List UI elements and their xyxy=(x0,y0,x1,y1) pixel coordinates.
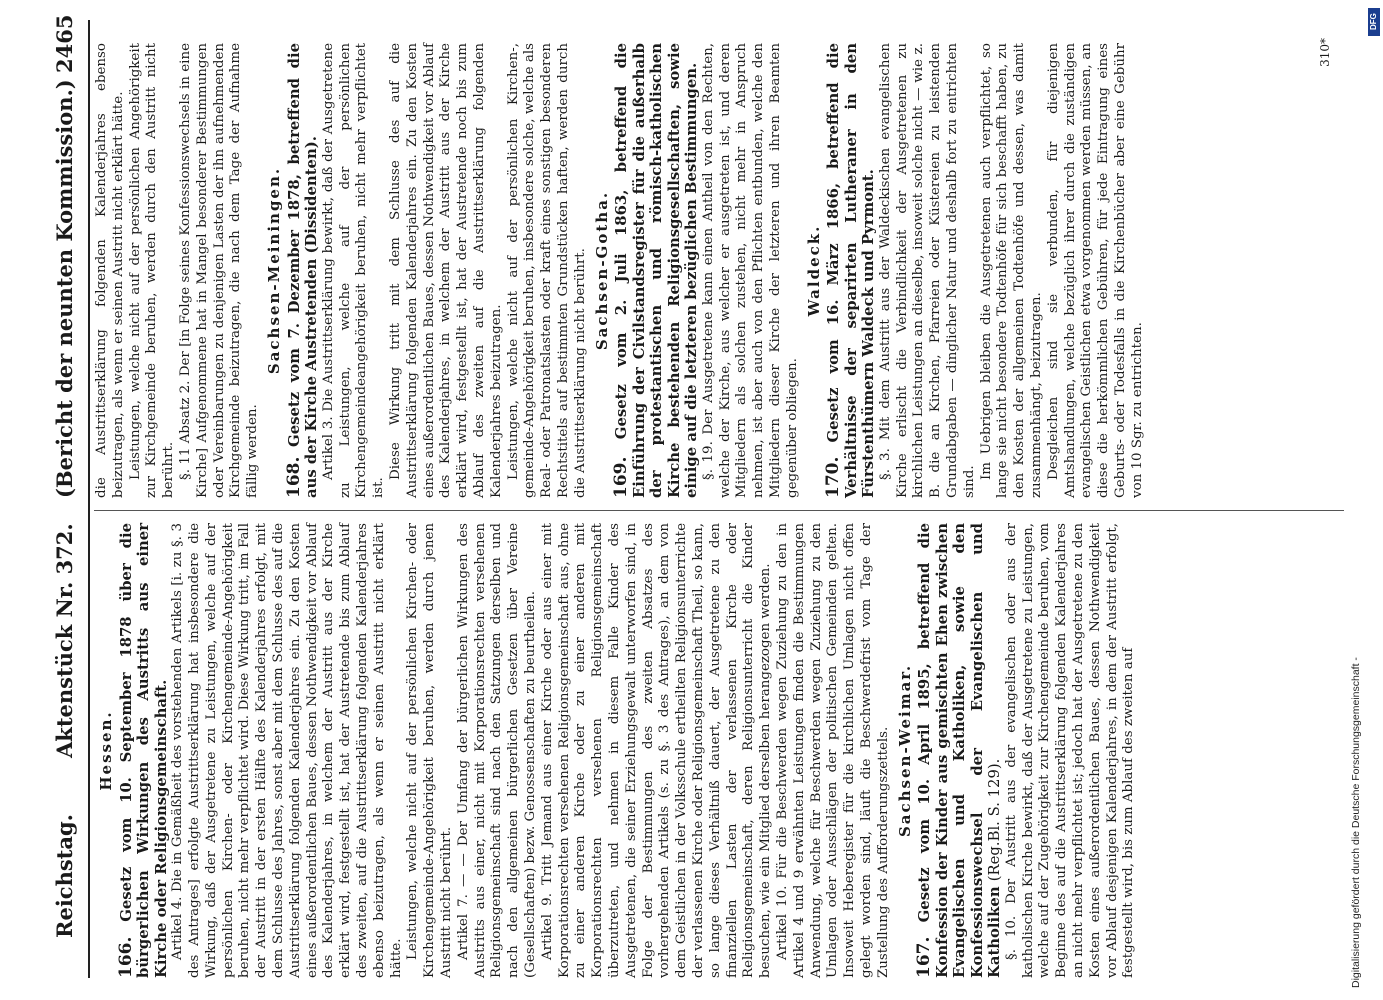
paragraph: Desgleichen sind sie verbunden, für diejenigen Amtshandlungen, welche bezüglich ihrer durch die zuständigen evangelischen Geistlichen etwa vorgenommen werden müssen, an diese die herkömmlichen Gebühren, für jede Eintragung eines Geburts- oder Todesfalls in die Kirchenbücher aber eine Gebühr von 10 Sgr. zu entrichten. xyxy=(1045,43,1145,498)
digitization-credit xyxy=(1345,6,1369,996)
law-number: 167. xyxy=(914,936,935,978)
law-number: 168. xyxy=(283,456,304,498)
sheet-signature: 310* xyxy=(1318,38,1332,67)
paragraph: Leistungen, welche nicht auf der persönlichen Kirchen- oder Kirchengemeinde-Angehörigkeit beruhen, werden durch jenen Austritt nicht berührt. xyxy=(405,523,455,978)
column-separator xyxy=(94,510,1344,511)
law-title xyxy=(115,523,171,978)
paragraph: Artikel 3. Die Austrittserklärung bewirkt, daß der Ausgetretene zu Leistungen, welche auf der persönlichen Kirchengemeindeangehörigkeit beruhen, nicht mehr verpflichtet ist. xyxy=(320,43,387,498)
right-column xyxy=(94,43,1147,498)
state-heading: Hessen. xyxy=(97,710,115,791)
header-rule xyxy=(88,20,90,978)
law-number: 166. xyxy=(115,936,136,978)
law-text: Gesetz vom 2. Juli 1863, betreffend die Einführung der Civilstandsregister für die außerhalb der protestantischen und römisch-katholischen Kirche bestehenden Religionsgesellschaften, sowie einige auf die letzteren bezüglichen Bestimmungen. xyxy=(613,43,701,498)
paragraph: §. 19. Der Ausgetretene kann einen Antheil von den Rechten, welche der Kirche, aus welcher er ausgetreten ist, und deren Mitgliedern als solchen zustehen, nicht mehr in Anspruch nehmen, ist aber auch von den Pflichten entbunden, welche den Mitgliedern dieser Kirche der letzteren und ihren Beamten gegenüber obliegen. xyxy=(700,43,800,498)
law-title xyxy=(825,43,878,498)
paragraph: §. 10. Der Austritt aus der evangelischen oder aus der katholischen Kirche bewirkt, daß der Ausgetretene zu Leistungen, welche auf der Zugehörigkeit zur Kirchengemeinde beruhen, vom Beginne des auf die Austrittserklärung folgenden Kalenderjahres an nicht mehr verpflichtet ist; jedoch hat der Ausgetretene zu den Kosten eines außerordentlichen Baues, dessen Nothwendigkeit vor Ablauf desjenigen Kalenderjahres, in dem der Austritt erfolgt, festgestellt wird, bis zum Ablauf des zweiten auf xyxy=(1003,523,1137,978)
law-text: Gesetz vom 16. März 1866, betreffend die Verhältnisse der separirten Lutheraner in den Fürstenthümern Waldeck und Pyrmont. xyxy=(825,43,878,498)
law-number: 170. xyxy=(823,456,844,498)
law-title xyxy=(613,43,701,498)
header-mid: Aktenstück Nr. 372. xyxy=(52,523,77,758)
state-heading: Waldeck. xyxy=(804,224,823,317)
paragraph: Leistungen, welche nicht auf der persönlichen Angehörigkeit zur Kirchgemeinde beruhen, werden durch den Austritt nicht berührt. xyxy=(127,43,177,498)
header-left: Reichstag. xyxy=(52,814,77,938)
paragraph: §. 11 Absatz 2. Der [in Folge seines Konfessionswechsels in eine Kirche] Aufgenommene hat in Mangel besonderer Bestimmungen oder Vereinbarungen zu denjenigen Lasten der ihn aufnehmenden Kirchgemeinde beizutragen, die nach dem Tage der Aufnahme fällig werden. xyxy=(177,43,261,498)
law-title xyxy=(283,43,321,498)
paragraph: die Austrittserklärung folgenden Kalenderjahres ebenso beizutragen, als wenn er seinen Austritt nicht erklärt hätte. xyxy=(94,43,126,498)
law-title xyxy=(916,523,1004,978)
paragraph: §. 3. Mit dem Austritt aus der Waldeckischen evangelischen Kirche erlischt die Verbindlichkeit der Ausgetretenen zu kirchlichen Leistungen an dieselbe, insoweit solche nicht — wie z. B. die an Kirchen, Pfarreien oder Küstereien zu leistenden Grundabgaben — dinglicher Natur und deshalb fort zu entrichten sind. xyxy=(877,43,977,498)
paragraph: Artikel 7. — — Der Umfang der bürgerlichen Wirkungen des Austritts aus einer, nicht mit Korporationsrechten versehenen Religionsgemeinschaft sind nach den Satzungen derselben und nach den allgemeinen bürgerlichen Gesetzen über Vereine (Gesellschaften) bezw. Genossenschaften zu beurtheilen. xyxy=(455,523,539,978)
dfg-logo: DFG xyxy=(1368,8,1380,36)
paragraph: Artikel 9. Tritt Jemand aus einer Kirche oder aus einer mit Korporationsrechten versehenen Religionsgemeinschaft aus, ohne zu einer anderen Kirche oder zu einer anderen mit Korporationsrechten versehenen Religionsgemeinschaft überzutreten, und nehmen in diesem Falle Kinder des Ausgetretenen, die seiner Erziehungsgewalt unterworfen sind, in Folge der Bestimmungen des zweiten Absatzes des vorhergehenden Artikels (s. zu §. 3 des Antrages), an dem von dem Geistlichen in der Volksschule ertheilten Religionsunterrichte der verlassenen Kirche oder Religionsgemeinschaft Theil, so kann, so lange dieses Verhältniß dauert, der Ausgetretene zu den finanziellen Lasten der verlassenen Kirche oder Religionsgemeinschaft, deren Religionsunterricht die Kinder besuchen, wie ein Mitglied derselben herangezogen werden. xyxy=(539,523,774,978)
state-heading: Sachsen-Meiningen. xyxy=(264,166,283,375)
state-heading: Sachsen-Gotha. xyxy=(592,190,611,351)
paragraph: Artikel 10. Für die Beschwerden wegen Zuziehung zu den in Artikel 4 und 9 erwähnten Leistungen finden die Bestimmungen Anwendung, welche für Beschwerden wegen Zuziehung zu den Umlagen oder Ausschlägen der politischen Gemeinden gelten. Insoweit Heberegister für die kirchlichen Umlagen nicht offen gelegt worden sind, läuft die Beschwerdefrist vom Tage der Zustellung des Aufforderungszettels. xyxy=(774,523,891,978)
paragraph: Im Uebrigen bleiben die Ausgetretenen auch verpflichtet, so lange sie nicht besondere Todtenhöfe für sich beschafft haben, zu den Kosten der allgemeinen Todtenhöfe und dessen, was damit zusammenhängt, beizutragen. xyxy=(978,43,1045,498)
state-heading: Sachsen-Weimar. xyxy=(895,663,914,838)
paragraph: Diese Wirkung tritt mit dem Schlusse des auf die Austrittserklärung folgenden Kalenderjahres ein. Zu den Kosten eines außerordentlichen Baues, dessen Nothwendigkeit vor Ablauf des Kalenderjahres, in welchem der Austritt aus der Kirche erklärt wird, festgestellt ist, hat der Austretende noch bis zum Ablauf des zweiten auf die Austrittserklärung folgenden Kalenderjahres beizutragen. xyxy=(387,43,504,498)
law-text: Gesetz vom 10. April 1895, betreffend die Konfession der Kinder aus gemischten Ehen zwischen Evangelischen und Katholiken, sowie den Konfessionswechsel der Evangelischen und Katholiken xyxy=(916,523,1004,978)
law-number: 169. xyxy=(611,456,632,498)
law-text: Gesetz vom 7. Dezember 1878, betreffend die aus der Kirche Austretenden (Dissidenten). xyxy=(285,43,321,498)
paragraph: Artikel 4. Die in Gemäßheit des vorstehenden Artikels [i. zu §. 3 des Antrages] erfolgte Austrittserklärung hat insbesondere die Wirkung, daß der Ausgetretene zu Leistungen, welche auf der persönlichen Kirchen- oder Kirchengemeinde-Angehörigkeit beruhen, nicht mehr verpflichtet wird. Diese Wirkung tritt, im Fall der Austritt in der ersten Hälfte des Kalenderjahres erfolgt, mit dem Schlusse des Jahres, sonst aber mit dem Schlusse des auf die Austrittserklärung folgenden Kalenderjahres ein. Zu den Kosten eines außerordentlichen Baues, dessen Nothwendigkeit vor Ablauf des Kalenderjahres, in welchem der Austritt aus der Kirche erklärt wird, festgestellt ist, hat der Austretende bis zum Ablauf des zweiten, auf die Austrittserklärung folgenden Kalenderjahres ebenso beizutragen, als wenn er seinen Austritt nicht erklärt hätte. xyxy=(170,523,404,978)
header-paren: (Bericht der neunten Kommission.) xyxy=(52,79,77,498)
credit-text: Digitalisierung gefördert durch die Deutsche Forschungsgemeinschaft - xyxy=(1350,657,1362,988)
law-reference: (Reg.Bl. S. 129). xyxy=(986,758,1004,882)
page-number: 2465 xyxy=(52,14,77,73)
running-header xyxy=(52,14,82,978)
paragraph: Leistungen, welche nicht auf der persönlichen Kirchen-, gemeinde-Angehörigkeit beruhen, insbesondere solche, welche als Real- oder Patronatslasten oder kraft eines sonstigen besonderen Rechtstitels auf bestimmten Grundstücken haften, werden durch die Austrittserklärung nicht berührt. xyxy=(505,43,588,498)
law-text: Gesetz vom 10. September 1878 über die bürgerlichen Wirkungen des Austritts aus einer Kirche oder Religionsgemeinschaft. xyxy=(117,523,170,978)
left-column xyxy=(94,523,1138,978)
